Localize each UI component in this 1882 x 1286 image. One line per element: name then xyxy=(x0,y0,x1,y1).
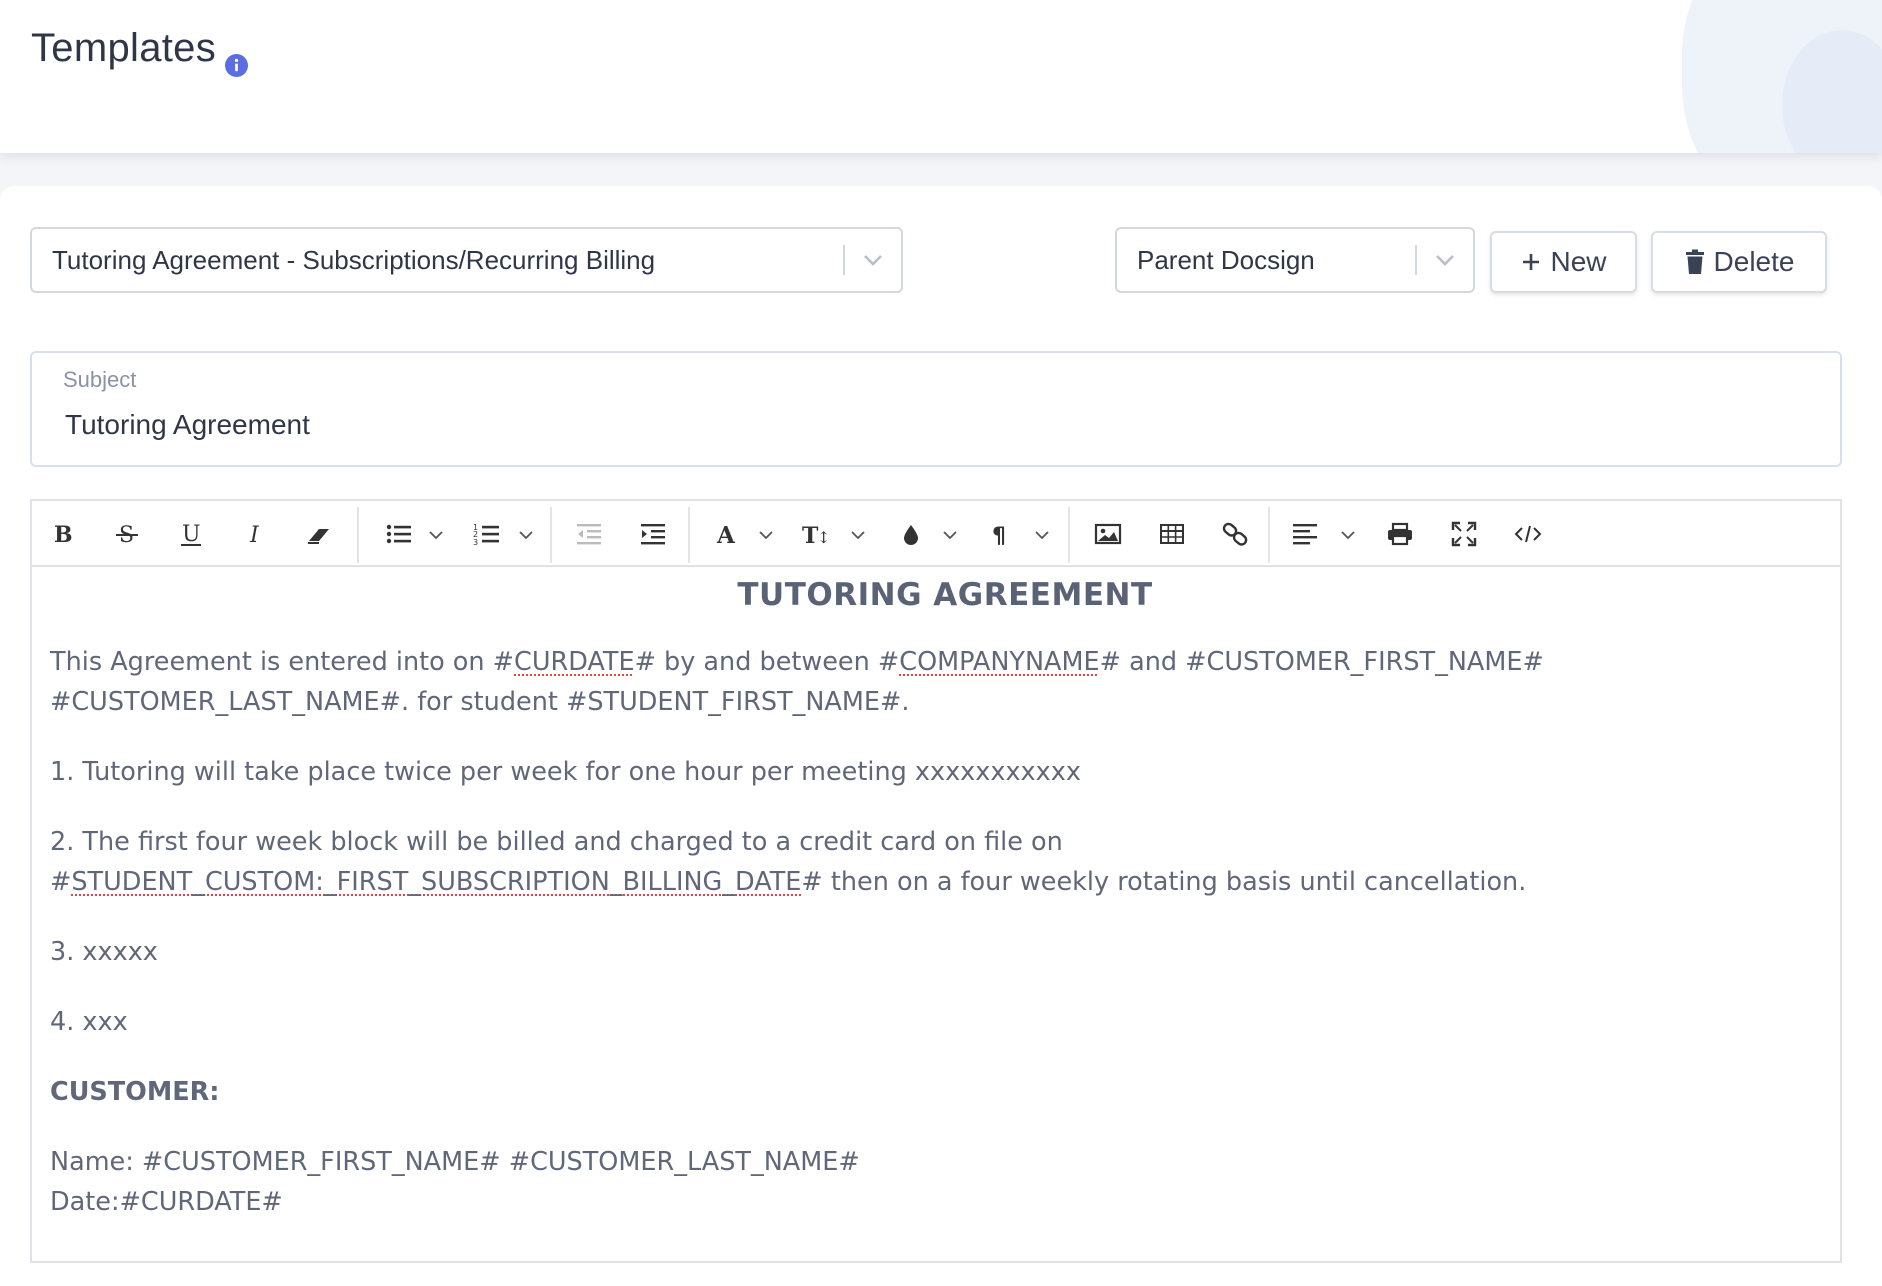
template-type-select[interactable] xyxy=(1115,227,1475,293)
svg-text:3: 3 xyxy=(473,538,479,547)
new-template-button[interactable] xyxy=(1490,231,1637,293)
svg-text:B: B xyxy=(54,522,73,547)
document-item-4: 4. xxx xyxy=(50,1007,128,1037)
svg-text:A: A xyxy=(717,522,735,547)
svg-text:U: U xyxy=(182,522,201,547)
page-title xyxy=(31,26,248,71)
paragraph-icon[interactable] xyxy=(984,518,1018,550)
chevron-down-icon[interactable] xyxy=(428,528,444,546)
template-select[interactable] xyxy=(30,227,903,293)
font-size-icon[interactable] xyxy=(800,518,834,550)
toolbar-separator xyxy=(357,507,359,563)
template-type-select-value: Parent Docsign xyxy=(1137,244,1315,275)
chevron-down-icon[interactable] xyxy=(1340,528,1356,546)
underline-icon[interactable] xyxy=(174,518,208,550)
toolbar-separator xyxy=(688,507,690,563)
eraser-icon[interactable] xyxy=(302,518,336,550)
svg-text:¶: ¶ xyxy=(992,524,1006,547)
document-intro xyxy=(50,642,1810,722)
template-select-value: Tutoring Agreement - Subscriptions/Recurring Billing xyxy=(52,244,656,275)
svg-text:↕: ↕ xyxy=(817,528,831,547)
new-button-label: New xyxy=(1550,246,1607,277)
svg-text:S: S xyxy=(119,523,135,547)
italic-icon[interactable] xyxy=(238,518,272,550)
intro-text: This Agreement is entered into on # xyxy=(50,647,515,677)
delete-button-label: Delete xyxy=(1713,246,1795,277)
editor-toolbar xyxy=(32,501,1840,567)
strikethrough-icon[interactable] xyxy=(110,518,144,550)
customer-name-line: Name: #CUSTOMER_FIRST_NAME# #CUSTOMER_LAST_NAME# xyxy=(50,1147,860,1177)
svg-text:I: I xyxy=(250,523,259,547)
item2-billing-date-token: STUDENT_CUSTOM:_FIRST_SUBSCRIPTION_BILLING_DATE xyxy=(71,867,802,897)
intro-text: # by and between # xyxy=(634,647,900,677)
toolbar-separator xyxy=(550,507,552,563)
rich-text-editor xyxy=(30,499,1842,1263)
customer-heading: CUSTOMER: xyxy=(50,1077,220,1107)
plus-icon xyxy=(1520,251,1542,273)
document-title: TUTORING AGREEMENT xyxy=(737,577,1153,613)
select-separator xyxy=(843,245,845,275)
toolbar-separator xyxy=(1068,507,1070,563)
document-item-1: 1. Tutoring will take place twice per week for one hour per meeting xxxxxxxxxxx xyxy=(50,757,1081,787)
trash-icon xyxy=(1684,249,1706,275)
chevron-down-icon[interactable] xyxy=(1429,244,1461,276)
chevron-down-icon[interactable] xyxy=(850,528,866,546)
page-header xyxy=(0,0,1882,153)
toolbar-separator xyxy=(1268,507,1270,563)
page-title-text: Templates xyxy=(31,26,217,70)
svg-text:T: T xyxy=(802,523,819,547)
chevron-down-icon[interactable] xyxy=(942,528,958,546)
source-code-icon[interactable] xyxy=(1508,518,1548,550)
print-icon[interactable] xyxy=(1380,518,1420,550)
delete-template-button[interactable] xyxy=(1651,231,1827,293)
select-separator xyxy=(1415,245,1417,275)
chevron-down-icon[interactable] xyxy=(518,528,534,546)
font-icon[interactable] xyxy=(710,518,744,550)
subject-field[interactable] xyxy=(30,351,1842,467)
fullscreen-icon[interactable] xyxy=(1444,518,1484,550)
svg-text:1: 1 xyxy=(473,523,479,532)
chevron-down-icon[interactable] xyxy=(758,528,774,546)
info-circle-icon[interactable] xyxy=(225,42,248,65)
subject-label: Subject xyxy=(63,367,137,392)
ordered-list-icon[interactable] xyxy=(470,518,504,550)
intro-curdate-token: CURDATE xyxy=(514,647,635,677)
align-left-icon[interactable] xyxy=(1288,518,1322,550)
outdent-icon[interactable] xyxy=(572,518,606,550)
link-icon[interactable] xyxy=(1216,518,1256,550)
editor-content[interactable] xyxy=(50,575,1810,1222)
bold-icon[interactable] xyxy=(46,518,80,550)
item2-text: 2. The first four week block will be billed and charged to a credit card on file on # xyxy=(50,827,1063,897)
color-drop-icon[interactable] xyxy=(894,518,928,550)
item2-text: # then on a four weekly rotating basis until cancellation. xyxy=(801,867,1527,897)
svg-text:2: 2 xyxy=(473,530,479,539)
customer-date-line: Date:#CURDATE# xyxy=(50,1187,283,1217)
chevron-down-icon[interactable] xyxy=(1034,528,1050,546)
intro-company-token: COMPANYNAME xyxy=(899,647,1100,677)
indent-icon[interactable] xyxy=(636,518,670,550)
document-item-3: 3. xxxxx xyxy=(50,937,158,967)
subject-input[interactable]: Tutoring Agreement xyxy=(65,409,310,440)
intro-text: # and #CUSTOMER_FIRST_NAME# #CUSTOMER_LAST_NAME#. for student #STUDENT_FIRST_NAME#. xyxy=(50,647,1544,717)
chevron-down-icon[interactable] xyxy=(857,244,889,276)
table-icon[interactable] xyxy=(1152,518,1192,550)
unordered-list-icon[interactable] xyxy=(382,518,416,550)
image-icon[interactable] xyxy=(1088,518,1128,550)
document-item-2 xyxy=(50,822,1810,902)
